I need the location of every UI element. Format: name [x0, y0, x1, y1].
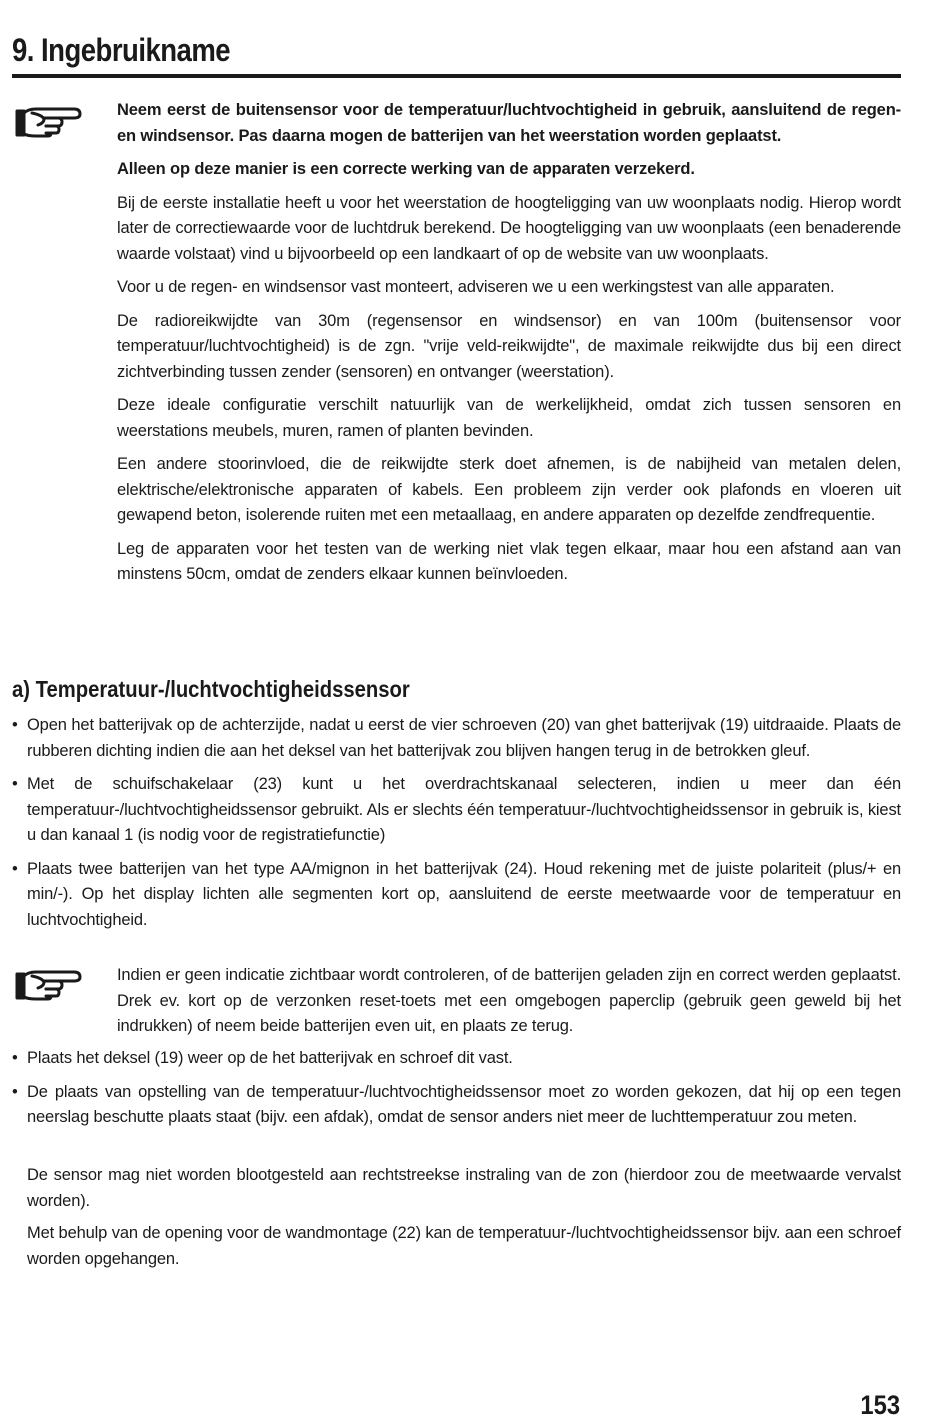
paragraph-ideal-config: Deze ideale configuratie verschilt natuurlijk van de werkelijkheid, omdat zich tussen sensoren en weerstations meubels, muren, ramen of planten bevinden. [117, 396, 901, 440]
pointing-hand-icon [14, 105, 84, 139]
list-item-text: Plaats het deksel (19) weer op de het batterijvak en schroef dit vast. [27, 1049, 513, 1067]
bullet-list-bottom [12, 1046, 901, 1139]
list-item-text: De plaats van opstelling van de temperatuur-/luchtvochtigheidssensor moet zo worden gekozen, dat hij op een tegen neerslag beschutte plaats staat (bijv. een afdak), omdat de sensor anders niet meer de luchttemperatuur zou meten. [27, 1082, 901, 1126]
title-rule [12, 74, 901, 78]
list-item-text: Plaats twee batterijen van het type AA/mignon in het batterijvak (24). Houd rekening met de juiste polariteit (plus/+ en min/-). Op het display lichten alle segmenten kort op, aansluitend de eerste meetwaarde voor de temperatuur en luchtvochtigheid. [27, 859, 901, 929]
list-item [12, 857, 901, 934]
list-item [12, 1046, 901, 1072]
section-heading: a) Temperatuur-/luchtvochtigheidssensor [12, 676, 410, 702]
intro-warning: Neem eerst de buitensensor voor de temperatuur/luchtvochtigheid in gebruik, aansluitend de regen- en windsensor. Pas daarna mogen de batterijen van het weerstation worden geplaatst. [117, 101, 901, 145]
list-item [12, 772, 901, 849]
pointing-hand-icon [14, 968, 84, 1002]
list-item-text: Met de schuifschakelaar (23) kunt u het overdrachtskanaal selecteren, indien u meer dan één temperatuur-/luchtvochtigheidssensor gebruikt. Als er slechts één temperatuur-/luchtvochtigheidssensor in gebruik is, kiest u dan kanaal 1 (is nodig voor de registratiefunctie) [27, 775, 901, 844]
bullet-marker: • [12, 1049, 18, 1067]
bullet-marker: • [12, 716, 18, 734]
page-number: 153 [860, 1390, 900, 1420]
page-title: 9. Ingebruikname [12, 32, 231, 68]
paragraph-distance: Leg de apparaten voor het testen van de werking niet vlak tegen elkaar, maar hou een afstand aan van minstens 50cm, omdat de zenders elkaar kunnen beïnvloeden. [117, 539, 901, 583]
bullet-marker: • [12, 1082, 18, 1101]
bullet-marker: • [12, 775, 18, 793]
paragraph-radio-range: De radioreikwijdte van 30m (regensensor en windsensor) en van 100m (buitensensor voor temperatuur/luchtvochtigheid) is de zgn. "vrije veld-reikwijdte", de maximale reikwijdte dus bij een direct zichtverbinding tussen zender (sensoren) en ontvanger (weerstation). [117, 311, 901, 381]
bullet-list-top [12, 713, 901, 941]
bullet-marker: • [12, 859, 18, 878]
paragraph-sun-exposure: De sensor mag niet worden blootgesteld aan rechtstreekse instraling van de zon (hierdoor zou de meetwaarde vervalst worden). [27, 1166, 901, 1210]
intro-warning-note: Alleen op deze manier is een correcte werking van de apparaten verzekerd. [117, 160, 695, 178]
paragraph-altitude: Bij de eerste installatie heeft u voor het weerstation de hoogteligging van uw woonplaats nodig. Hierop wordt later de correctiewaarde voor de luchtdruk berekend. De hoogteligging van uw woonplaats (een benaderende waarde volstaat) vind u bijvoorbeeld op een landkaart of op de website van uw woonplaats. [117, 193, 901, 263]
note-block [117, 963, 901, 1048]
list-item [12, 1080, 901, 1131]
paragraph-test-advice: Voor u de regen- en windsensor vast monteert, adviseren we u een werkingstest van alle apparaten. [117, 278, 835, 296]
intro-block [117, 98, 901, 596]
note-text: Indien er geen indicatie zichtbaar wordt controleren, of de batterijen geladen zijn en correct werden geplaatst. Drek ev. kort op de verzonken reset-toets met een omgebogen paperclip (gebruik geen geweld bij het indrukken) of neem beide batterijen even uit, en plaats ze terug. [117, 966, 901, 1035]
list-item [12, 713, 901, 764]
list-item-text: Open het batterijvak op de achterzijde, nadat u eerst de vier schroeven (20) van ghet batterijvak (19) uitdraaide. Plaats de rubberen dichting indien die aan het deksel van het batterijvak zou blijven hangen terug in de betrokken gleuf. [27, 716, 901, 760]
paragraph-interference: Een andere stoorinvloed, die de reikwijdte sterk doet afnemen, is de nabijheid van metalen delen, elektrische/elektronische apparaten of kabels. Een probleem zijn verder ook plafonds en vloeren uit gewapend beton, isolerende ruiten met een metaallaag, en andere apparaten op dezelfde zendfrequentie. [117, 455, 901, 524]
paragraph-wall-mount: Met behulp van de opening voor de wandmontage (22) kan de temperatuur-/luchtvochtigheidssensor bijv. aan een schroef worden opgehangen. [27, 1224, 901, 1268]
